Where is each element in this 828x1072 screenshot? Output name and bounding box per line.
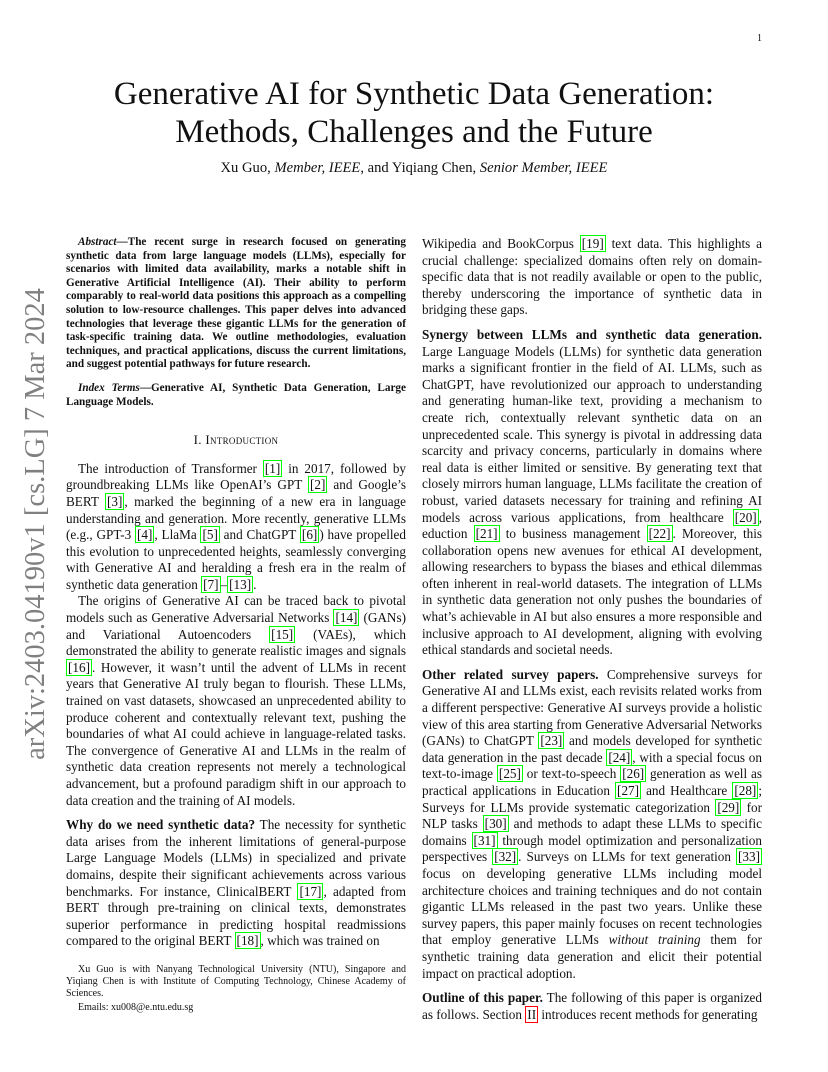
right-paragraph-1	[422, 236, 762, 319]
index-terms	[66, 382, 406, 409]
page-number: 1	[757, 33, 762, 44]
citation-link[interactable]: [17]	[299, 883, 322, 899]
text-run: to business management	[499, 526, 647, 542]
text-run: , adapted from BERT through pre-training on clinical texts, demonstrates superior performance in predicting hospital readmissions compared to the original BERT	[66, 883, 406, 949]
arxiv-identifier: arXiv:2403.04190v1 [cs.LG] 7 Mar 2024	[20, 288, 52, 760]
citation-link[interactable]: [23]	[540, 733, 563, 749]
text-run: , which was trained on	[260, 933, 380, 949]
citation-link[interactable]: [28]	[734, 783, 757, 798]
arxiv-side-stamp	[8, 288, 64, 760]
text-run: and models developed for synthetic data generation in the past decade	[422, 733, 762, 765]
text-run: generation as well as practical applications in Education	[422, 766, 762, 798]
text-run: or text-to-speech	[522, 766, 621, 782]
citation-link[interactable]: [31]	[473, 832, 496, 848]
citation-link[interactable]: [27]	[617, 783, 640, 798]
section-heading-introduction: I. Introduction	[193, 432, 279, 448]
text-run: and Google’s BERT	[66, 477, 406, 509]
text-run: The origins of Generative AI can be traced back to pivotal models such as Generative Adversarial Networks	[66, 593, 406, 626]
right-column	[422, 236, 762, 1023]
synergy-paragraph	[422, 327, 762, 659]
paragraph-heading: Why do we need synthetic data?	[66, 817, 256, 833]
author-1: Xu Guo,	[220, 160, 275, 176]
outline-paragraph	[422, 990, 762, 1023]
citation-link[interactable]: [5]	[202, 527, 218, 543]
text-run: The introduction of Transformer	[78, 460, 263, 476]
index-terms-text: —Generative AI, Synthetic Data Generation, Large Language Models.	[66, 381, 406, 408]
paragraph-heading: Outline of this paper.	[422, 990, 543, 1006]
citation-link[interactable]: [29]	[717, 799, 740, 815]
citation-link[interactable]: [32]	[494, 849, 517, 865]
author-2-role: Senior Member, IEEE	[479, 160, 608, 176]
abstract-label: Abstract	[78, 236, 117, 248]
author-1-role: Member, IEEE	[274, 160, 361, 176]
text-run: text data. This highlights a crucial challenge: specialized domains often rely on domain-specific data that is not readily available or open to the public, thereby underscoring the importance of synthetic data in bridging these gaps.	[422, 236, 762, 318]
text-run: focus on developing generative LLMs including model architecture choices and training techniques and do not contain gigantic LLMs released in the past two years. Unlike these survey papers, this paper mainly focuses on recent technologies that employ generative LLMs	[422, 865, 762, 948]
citation-link[interactable]: [25]	[498, 766, 521, 782]
citation-link[interactable]: [6]	[301, 527, 318, 543]
text-run: (GANs) and Variational Autoencoders	[66, 610, 406, 642]
text-run: The following of this paper is organized as follows. Section	[422, 990, 763, 1022]
text-run: . However, it wasn’t until the advent of LLMs in recent years that Generative AI truly began to flourish. These LLMs, trained on vast datasets, showcased an unprecedented ability to produce coherent and contextually relevant text, pushing the boundaries of what AI could achieve in language-related tasks. The convergence of Generative AI and LLMs in the realm of synthetic data creation represents not merely a technological advancement, but a profound paradigm shift in our approach to data creation and the training of AI models.	[66, 659, 406, 808]
text-run: and methods to adapt these LLMs to specific domains	[422, 816, 762, 848]
citation-link[interactable]: [2]	[310, 477, 326, 493]
citation-link[interactable]: [21]	[475, 526, 498, 542]
text-run: , LlaMa	[154, 527, 201, 543]
abstract	[66, 236, 406, 372]
citation-link[interactable]: [20]	[734, 509, 757, 525]
emphasis-text: without training	[608, 932, 701, 948]
citation-link[interactable]: [3]	[107, 493, 123, 509]
title-line-2: Methods, Challenges and the Future	[175, 114, 653, 150]
text-run: through model optimization and personalization perspectives	[422, 832, 762, 865]
index-terms-label: Index Terms	[78, 381, 140, 394]
text-run: Comprehensive surveys for Generative AI and LLMs exist, each revisits related works from a different perspective: Generative AI surveys provide a holistic view of this area starting from Generative Adversarial Networks (GANs) to ChatGPT	[422, 666, 763, 749]
text-run: them for synthetic training data generation and elicit their potential impact on practical adoption.	[422, 932, 762, 981]
text-run: , marked the beginning of a new era in language understanding and generation. More recently, generative LLMs (e.g., GPT-3	[66, 493, 407, 543]
citation-link[interactable]: [26]	[622, 766, 645, 782]
citation-link[interactable]: [24]	[608, 749, 631, 765]
citation-link[interactable]: [22]	[648, 526, 671, 542]
citation-link[interactable]: [33]	[738, 849, 760, 865]
author-2: , and Yiqiang Chen,	[360, 160, 480, 176]
text-run: and ChatGPT	[219, 527, 300, 543]
citation-link[interactable]: [19]	[581, 236, 604, 251]
intro-paragraph-1	[66, 461, 406, 594]
text-run: , eduction	[422, 509, 762, 542]
text-run: ) have propelled this evolution to unprecedented heights, seamlessly converging with Generative AI and heralding a fresh era in the realm of synthetic data generation	[66, 527, 407, 592]
related-surveys-paragraph	[422, 667, 762, 982]
citation-link[interactable]: [18]	[236, 933, 259, 949]
title-line-1: Generative AI for Synthetic Data Generation:	[113, 76, 715, 112]
citation-link[interactable]: [7]	[203, 576, 219, 592]
text-run: .	[253, 576, 257, 592]
citation-link[interactable]: [15]	[271, 626, 294, 642]
paper-title	[66, 75, 762, 151]
author-line	[66, 160, 762, 177]
text-run: and Healthcare	[641, 783, 733, 798]
citation-link[interactable]: [1]	[264, 460, 281, 476]
text-run: in 2017, followed by groundbreaking LLMs like OpenAI’s GPT	[66, 460, 407, 493]
abstract-text: —The recent surge in research focused on generating synthetic data from large language models (LLMs), especially for scenarios with limited data availability, marks a notable shift in Generative Artificial Intelligence (AI). Their ability to perform comparably to real-world data positions this approach as a compelling solution to low-resource challenges. This paper delves into advanced technologies that leverage these gigantic LLMs for the generation of task-specific training data. We outline methodologies, evaluation techniques, and practical applications, discuss the current limitations, and suggest potential pathways for future research.	[66, 236, 406, 371]
citation-link[interactable]: [30]	[484, 816, 507, 832]
author-footnote	[66, 964, 406, 1014]
text-run: . Surveys on LLMs for text generation	[518, 849, 736, 865]
text-run: . Moreover, this collaboration opens new avenues for ethical AI development, allowing researchers to bypass the biases and ethical dilemmas often inherent in real-world datasets. The integration of LLMs in synthetic data generation not only pushes the boundaries of what’s achievable in AI but also ensures a more responsible and inclusive approach to AI development, aligning with evolving ethical standards and societal needs.	[422, 526, 762, 658]
citation-link[interactable]: [13]	[229, 576, 252, 592]
intro-paragraph-2	[66, 593, 406, 809]
text-run: Wikipedia and BookCorpus	[422, 236, 580, 251]
left-column	[66, 236, 406, 950]
section-reference-link[interactable]: II	[527, 1006, 537, 1022]
text-run: for NLP tasks	[422, 799, 762, 832]
text-run: ; Surveys for LLMs provide systematic categorization	[422, 783, 762, 815]
text-run: The necessity for synthetic data arises from the inherent limitations of general-purpose Large Language Models (LLMs) in specialized and private domains, despite their significant achievements across various benchmarks. For instance, ClinicalBERT	[66, 817, 406, 899]
text-run: Large Language Models (LLMs) for synthetic data generation marks a significant frontier in the field of AI. LLMs, such as ChatGPT, have revolutionized our approach to understanding and generating human-like text, providing a mechanism to create rich, contextually relevant synthetic data on an unprecedented scale. This synergy is pivotal in addressing data scarcity and privacy concerns, particularly in domains where real data is either limited or sensitive. By generating text that closely mirrors human language, LLMs facilitate the creation of robust, varied datasets necessary for training and refining AI models across various applications, from healthcare	[422, 343, 762, 525]
citation-link[interactable]: [4]	[137, 527, 153, 543]
text-run: introduces recent methods for generating	[538, 1006, 758, 1022]
paragraph-heading: Other related survey papers.	[422, 666, 599, 682]
citation-link[interactable]: [14]	[335, 610, 358, 626]
paragraph-heading: Synergy between LLMs and synthetic data generation.	[422, 326, 762, 342]
footnote-email: Emails: xu008@e.ntu.edu.sg	[78, 1002, 194, 1014]
footnote-affiliations: Xu Guo is with Nanyang Technological University (NTU), Singapore and Yiqiang Chen is with Institute of Computing Technology, Chinese Academy of Sciences.	[66, 964, 406, 999]
text-run: –	[220, 576, 228, 592]
text-run: (VAEs), which demonstrated the ability to generate realistic images and signals	[66, 626, 406, 659]
text-run: , with a special focus on text-to-image	[422, 749, 762, 782]
why-synthetic-data-paragraph	[66, 817, 406, 950]
citation-link[interactable]: [16]	[68, 659, 90, 675]
